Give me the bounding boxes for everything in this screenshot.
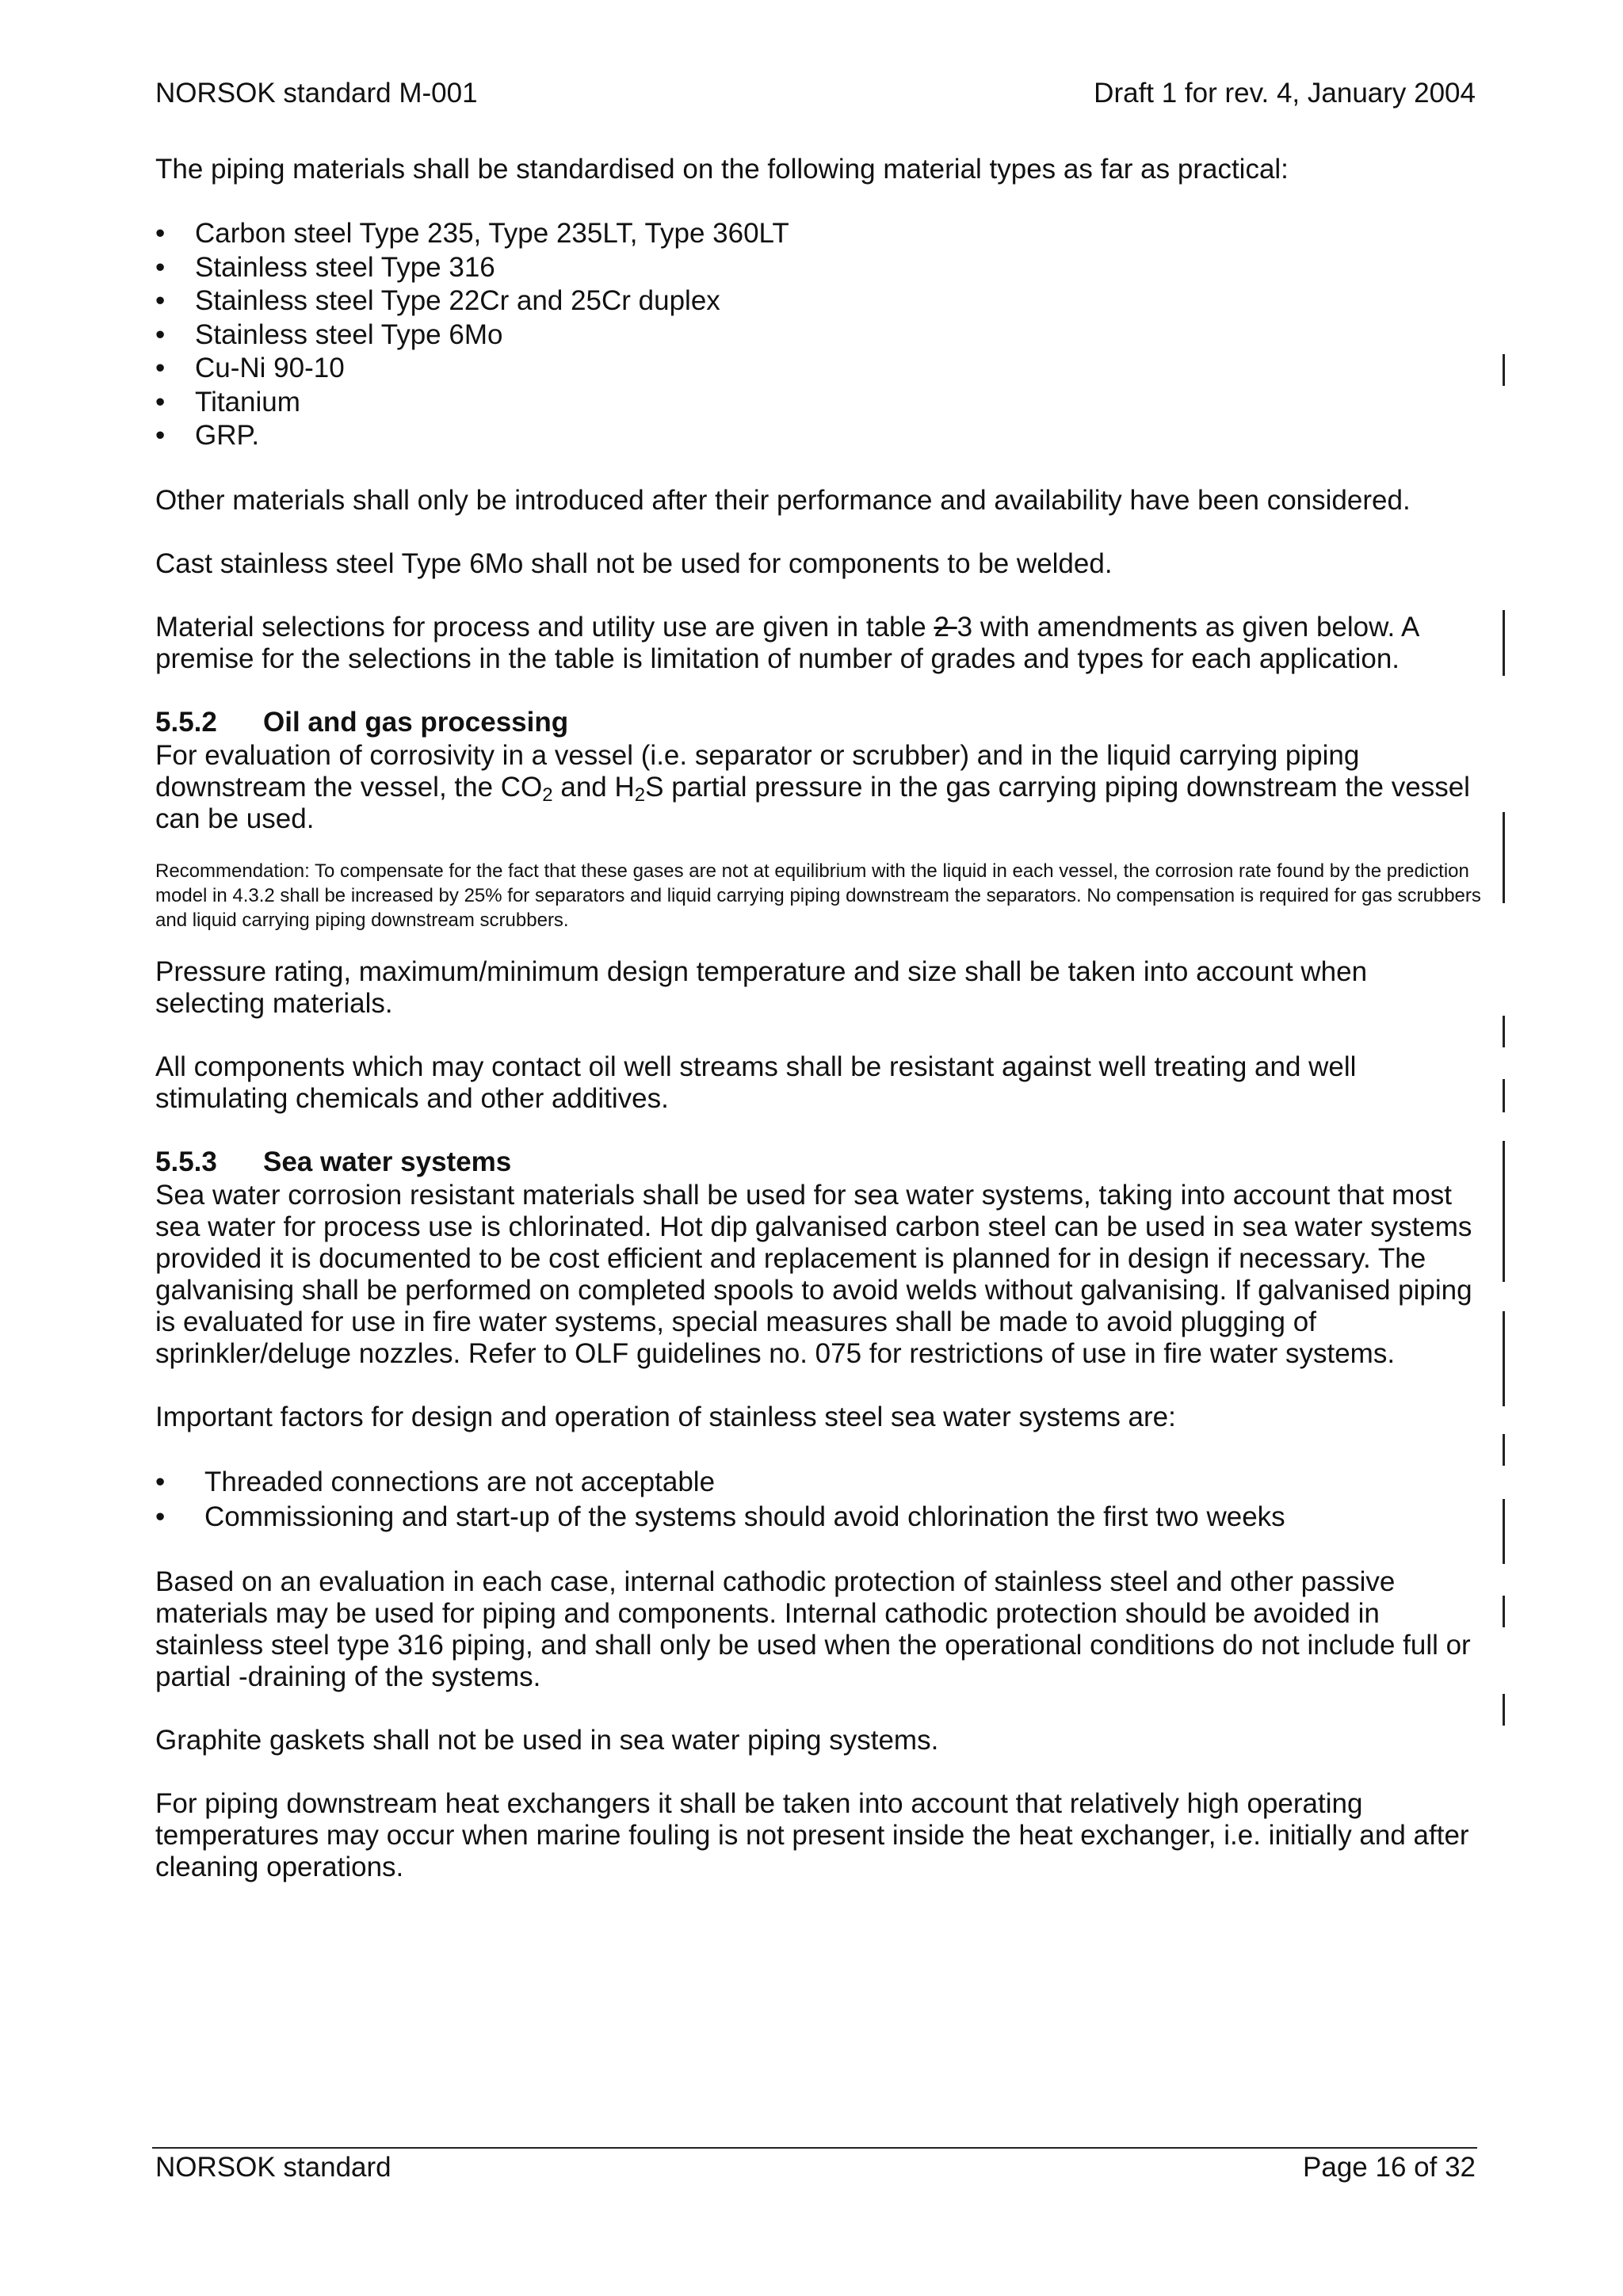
important-factors-paragraph: Important factors for design and operation of stainless steel sea water systems are: (155, 1401, 1176, 1432)
change-bar (1503, 354, 1505, 386)
bullet-icon: • (155, 1466, 166, 1497)
oil-well-paragraph: All components which may contact oil well streams shall be resistant against well treating and well stimulating chemicals and other additives. (155, 1051, 1357, 1114)
bullet-icon: • (155, 318, 166, 350)
change-bar (1503, 1079, 1505, 1112)
list-item: • Threaded connections are not acceptable (155, 1465, 1484, 1500)
factor-list (155, 1465, 1484, 1535)
graphite-gaskets-paragraph: Graphite gaskets shall not be used in sea water piping systems. (155, 1724, 939, 1756)
change-bar (1503, 610, 1505, 676)
list-item: • Stainless steel Type 316 (155, 251, 1484, 285)
change-bar (1503, 1596, 1505, 1627)
footer-page-number: Page 16 of 32 (1303, 2152, 1476, 2183)
pressure-rating-paragraph: Pressure rating, maximum/minimum design temperature and size shall be taken into account when selecting materials. (155, 955, 1368, 1019)
bullet-icon: • (155, 420, 166, 451)
footer-left: NORSOK standard (155, 2152, 391, 2183)
section-heading-5-5-3: 5.5.3 Sea water systems (155, 1146, 512, 1177)
change-bar (1503, 1311, 1505, 1406)
cathodic-protection-paragraph: Based on an evaluation in each case, internal cathodic protection of stainless steel and other passive materials may be used for piping and components. Internal cathodic protection should be avoided in stainless steel type 316 piping, and shall only be used when the operational conditions do not include full or partial -draining of the systems. (155, 1566, 1471, 1692)
intro-paragraph: The piping materials shall be standardised on the following material types as far as practical: (155, 154, 1289, 185)
sea-water-paragraph: Sea water corrosion resistant materials shall be used for sea water systems, taking into account that most sea water for process use is chlorinated. Hot dip galvanised carbon steel can be used in sea water systems provided it is documented to be cost efficient and replacement is planned for in design if necessary. The galvanising shall be performed on completed spools to avoid welds without galvanising. If galvanised piping is evaluated for use in fire water systems, special measures shall be made to avoid plugging of sprinkler/deluge nozzles. Refer to OLF guidelines no. 075 for restrictions of use in fire water systems. (155, 1179, 1472, 1369)
page-body (155, 154, 1484, 1883)
list-item: • Stainless steel Type 6Mo (155, 318, 1484, 353)
list-item: • Titanium (155, 386, 1484, 420)
cast-steel-paragraph: Cast stainless steel Type 6Mo shall not be used for components to be welded. (155, 547, 1113, 579)
other-materials-paragraph: Other materials shall only be introduced after their performance and availability have been considered. (155, 484, 1411, 516)
list-item: • Commissioning and start-up of the systems should avoid chlorination the first two weeks (155, 1500, 1484, 1535)
bullet-icon: • (155, 251, 166, 283)
deleted-text: 2 (934, 611, 957, 643)
recommendation-note: Recommendation: To compensate for the fact that these gases are not at equilibrium with the liquid in each vessel, the corrosion rate found by the prediction model in 4.3.2 shall be increased by 25% for separators and liquid carrying piping downstream the separators. No compensation is required for gas scrubbers and liquid carrying piping downstream scrubbers. (155, 860, 1481, 931)
change-bar (1503, 812, 1505, 903)
change-bar (1503, 1141, 1505, 1282)
corrosivity-paragraph: For evaluation of corrosivity in a vessel (i.e. separator or scrubber) and in the liquid carrying piping downstream the vessel, the $CO_2$ and $H_2S$ partial pressure in the gas carrying piping downstream the vessel can be used. (155, 739, 1470, 834)
header-left: NORSOK standard M-001 (155, 78, 478, 109)
change-bar (1503, 1434, 1505, 1466)
list-item: • GRP. (155, 419, 1484, 453)
bullet-icon: • (155, 353, 166, 383)
footer-rule (152, 2147, 1477, 2149)
bullet-icon: • (155, 1501, 166, 1532)
header-right: Draft 1 for rev. 4, January 2004 (1094, 78, 1476, 109)
change-bar (1503, 1694, 1505, 1726)
change-bar (1503, 1499, 1505, 1564)
section-heading-5-5-2: 5.5.2 Oil and gas processing (155, 706, 569, 738)
change-bar (1503, 1016, 1505, 1047)
material-selection-paragraph: Material selections for process and utility use are given in table 2 3 with amendments as given below. A premise for the selections in the table is limitation of number of grades and types for each application. (155, 611, 1419, 674)
list-item: • Carbon steel Type 235, Type 235LT, Type 360LT (155, 217, 1484, 251)
bullet-icon: • (155, 386, 166, 418)
list-item: • Stainless steel Type 22Cr and 25Cr duplex (155, 284, 1484, 318)
material-type-list (155, 217, 1484, 453)
heat-exchanger-paragraph: For piping downstream heat exchangers it shall be taken into account that relatively high operating temperatures may occur when marine fouling is not present inside the heat exchanger, i.e. initially and after cleaning operations. (155, 1787, 1469, 1882)
list-item: • Cu-Ni 90-10 (155, 352, 1484, 386)
bullet-icon: • (155, 218, 166, 249)
bullet-icon: • (155, 285, 166, 316)
